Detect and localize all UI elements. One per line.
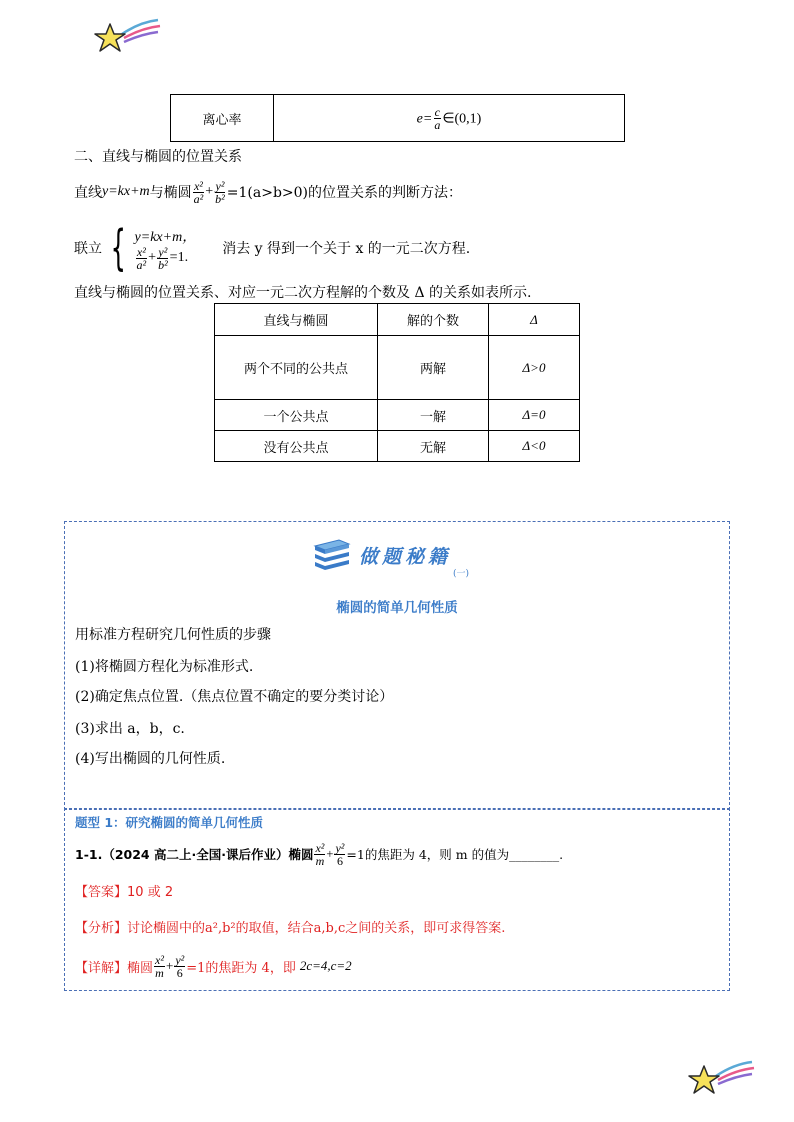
question-type-title: 题型 1：研究椭圆的简单几何性质 <box>75 815 264 830</box>
formula-rhs: ∈(0,1) <box>442 111 482 126</box>
question-box <box>64 808 730 991</box>
tips-step: (4)写出椭圆的几何性质. <box>75 751 226 767</box>
tips-intro: 用标准方程研究几何性质的步骤 <box>75 627 271 643</box>
table-row: 没有公共点 无解 Δ<0 <box>215 431 580 462</box>
header-cell: Δ <box>489 304 580 336</box>
fraction-c-over-a: $\frac{c}{a}$ <box>434 104 441 132</box>
book-stack-icon <box>313 538 351 576</box>
header-cell: 直线与椭圆 <box>215 304 378 336</box>
star-icon <box>92 16 162 58</box>
equation-system: 联立 { y=kx+m， $\frac{\text{x²}}{\text{a²}}$ + $\frac{\text{y²}}{\text{b²}}$ =1. 消去 y 得到一个关于 x 的一元二次方程. <box>74 220 471 276</box>
tips-step: (3)求出 a，b，c. <box>75 721 185 737</box>
eccentricity-formula <box>274 95 625 142</box>
tips-subtitle: 椭圆的简单几何性质 <box>336 600 458 616</box>
eccentricity-label: 离心率 <box>171 95 274 142</box>
formula-lhs: e= <box>416 111 433 126</box>
brace-icon: { <box>110 220 126 276</box>
question-text: 1-1.（2024 高二上·全国·课后作业）椭圆 $\frac{\text{x²}}{m}$ + $\frac{\text{y²}}{6}$ =1的焦距为 4，则 m 的值为________. <box>75 840 564 868</box>
judgement-method-line: 直线 y=kx+m 与椭圆 $\frac{\text{x²}}{\text{a²}}$ + $\frac{\text{y²}}{\text{b²}}$ =1(a>b>0)的位置关系的判断方法： <box>74 178 463 206</box>
tips-step: (2)确定焦点位置.（焦点位置不确定的要分类讨论） <box>75 689 394 705</box>
table-row: 两个不同的公共点 两解 Δ>0 <box>215 336 580 400</box>
section-heading: 二、直线与椭圆的位置关系 <box>74 149 242 165</box>
header-cell: 解的个数 <box>378 304 489 336</box>
table-row: 一个公共点 一解 Δ=0 <box>215 400 580 431</box>
detail-line: 【详解】 椭圆 $\frac{\text{x²}}{m}$ + $\frac{\text{y²}}{6}$ =1的焦距为 4，即 2c=4,c=2 <box>75 952 352 980</box>
table-intro-line: 直线与椭圆的位置关系、对应一元二次方程解的个数及 Δ 的关系如表所示. <box>74 285 532 301</box>
tips-badge-sub: (一) <box>453 569 470 579</box>
tips-box <box>64 521 730 810</box>
analysis-line: 【分析】讨论椭圆中的a²,b²的取值，结合a,b,c之间的关系，即可求得答案. <box>75 921 506 936</box>
eccentricity-table <box>170 94 625 142</box>
tips-badge <box>313 536 493 580</box>
tips-badge-title: 做题秘籍 <box>359 546 452 568</box>
star-icon <box>686 1058 756 1100</box>
answer-line: 【答案】10 或 2 <box>75 885 174 900</box>
tips-step: (1)将椭圆方程化为标准形式. <box>75 659 254 675</box>
relation-table <box>214 303 580 462</box>
